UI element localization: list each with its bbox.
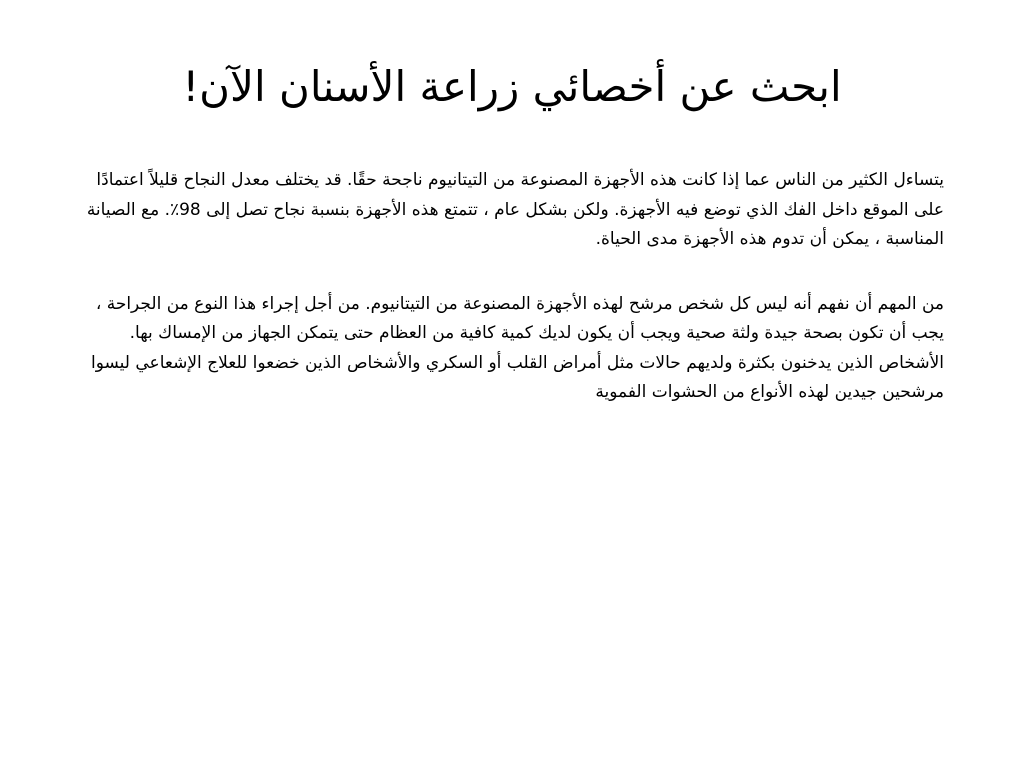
paragraph-candidates: من المهم أن نفهم أنه ليس كل شخص مرشح لهذه الأجهزة المصنوعة من التيتانيوم. من أجل إجراء هذا النوع من الجراحة ، يجب أن تكون بصحة جيدة ولثة صحية ويجب أن يكون لديك كمية كافية من العظام حتى يتمكن الجهاز من الإمساك بها. الأشخاص الذين يدخنون بكثرة ولديهم حالات مثل أمراض القلب أو السكري والأشخاص الذين خضعوا للعلاج الإشعاعي ليسوا مرشحين جيدين لهذه الأنواع من الحشوات الفموية bbox=[91, 293, 944, 402]
slide-body bbox=[70, 166, 944, 443]
slide-title: ابحث عن أخصائي زراعة الأسنان الآن! bbox=[182, 62, 842, 111]
paragraph-success-rate: يتساءل الكثير من الناس عما إذا كانت هذه الأجهزة المصنوعة من التيتانيوم ناجحة حقًا. قد يختلف معدل النجاح قليلاً اعتمادًا على الموقع داخل الفك الذي توضع فيه الأجهزة. ولكن بشكل عام ، تتمتع هذه الأجهزة بنسبة نجاح تصل إلى 98٪. مع الصيانة المناسبة ، يمكن أن تدوم هذه الأجهزة مدى الحياة. bbox=[86, 170, 944, 249]
